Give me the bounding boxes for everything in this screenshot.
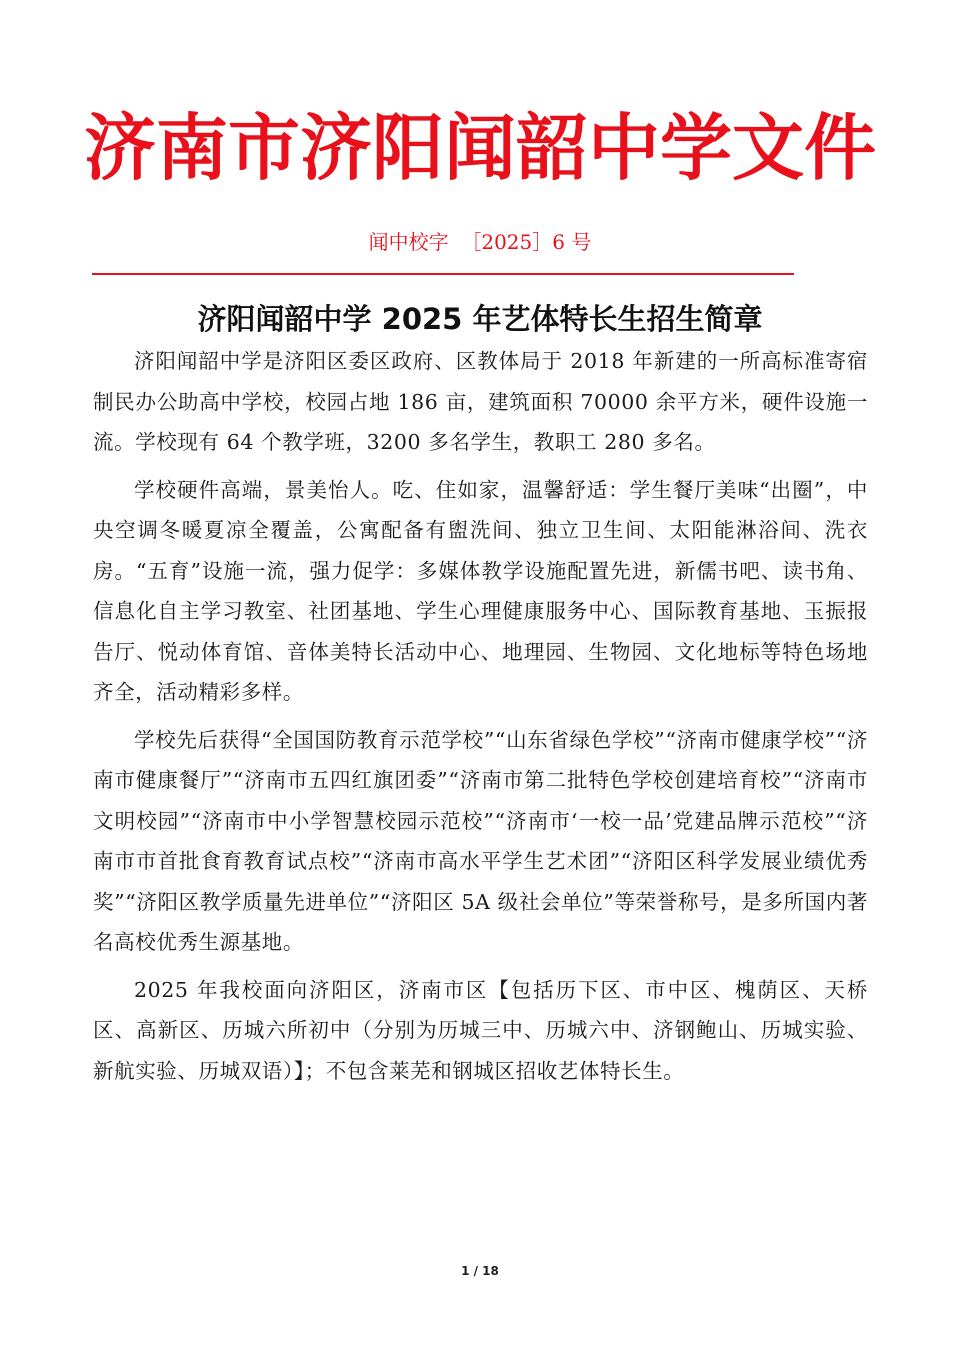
header-divider [92, 273, 794, 275]
document-number: 闻中校字 ［2025］6 号 [368, 230, 592, 254]
paragraph-school-intro: 济阳闻韶中学是济阳区委区政府、区教体局于 2018 年新建的一所高标准寄宿制民办公助高中学校，校园占地 186 亩，建筑面积 70000 余平方米，硬件设施一流。学校现有 64 个教学班，3200 多名学生，教职工 280 多名。 [93, 349, 868, 454]
paragraph-honors: 学校先后获得“全国国防教育示范学校”“山东省绿色学校”“济南市健康学校”“济南市健康餐厅”“济南市五四红旗团委”“济南市第二批特色学校创建培育校”“济南市文明校园”“济南市中小学智慧校园示范校”“济南市‘一校一品’党建品牌示范校”“济南市市首批食育教育试点校”“济南市高水平学生艺术团”“济阳区科学发展业绩优秀奖”“济阳区教学质量先进单位”“济阳区 5A 级社会单位”等荣誉称号，是多所国内著名高校优秀生源基地。 [93, 727, 868, 954]
paragraph-facilities: 学校硬件高端，景美怡人。吃、住如家，温馨舒适：学生餐厅美味“出圈”，中央空调冬暖夏凉全覆盖，公寓配备有盥洗间、独立卫生间、太阳能淋浴间、洗衣房。“五育”设施一流，强力促学：多媒体教学设施配置先进，新儒书吧、读书角、信息化自主学习教室、社团基地、学生心理健康服务中心、国际教育基地、玉振报告厅、悦动体育馆、音体美特长活动中心、地理园、生物园、文化地标等特色场地齐全，活动精彩多样。 [93, 477, 868, 704]
article-body [93, 341, 868, 1098]
document-header-title: 济南市济阳闻韶中学文件 [83, 105, 876, 190]
page-indicator: 1 / 18 [461, 1264, 499, 1278]
paragraph-enrollment-scope: 2025 年我校面向济阳区，济南市区【包括历下区、市中区、槐荫区、天桥区、高新区、历城六所初中（分别为历城三中、历城六中、济钢鲍山、历城实验、新航实验、历城双语）】；不包含莱芜和钢城区招收艺体特长生。 [93, 977, 868, 1083]
article-title: 济阳闻韶中学 2025 年艺体特长生招生简章 [197, 302, 763, 336]
